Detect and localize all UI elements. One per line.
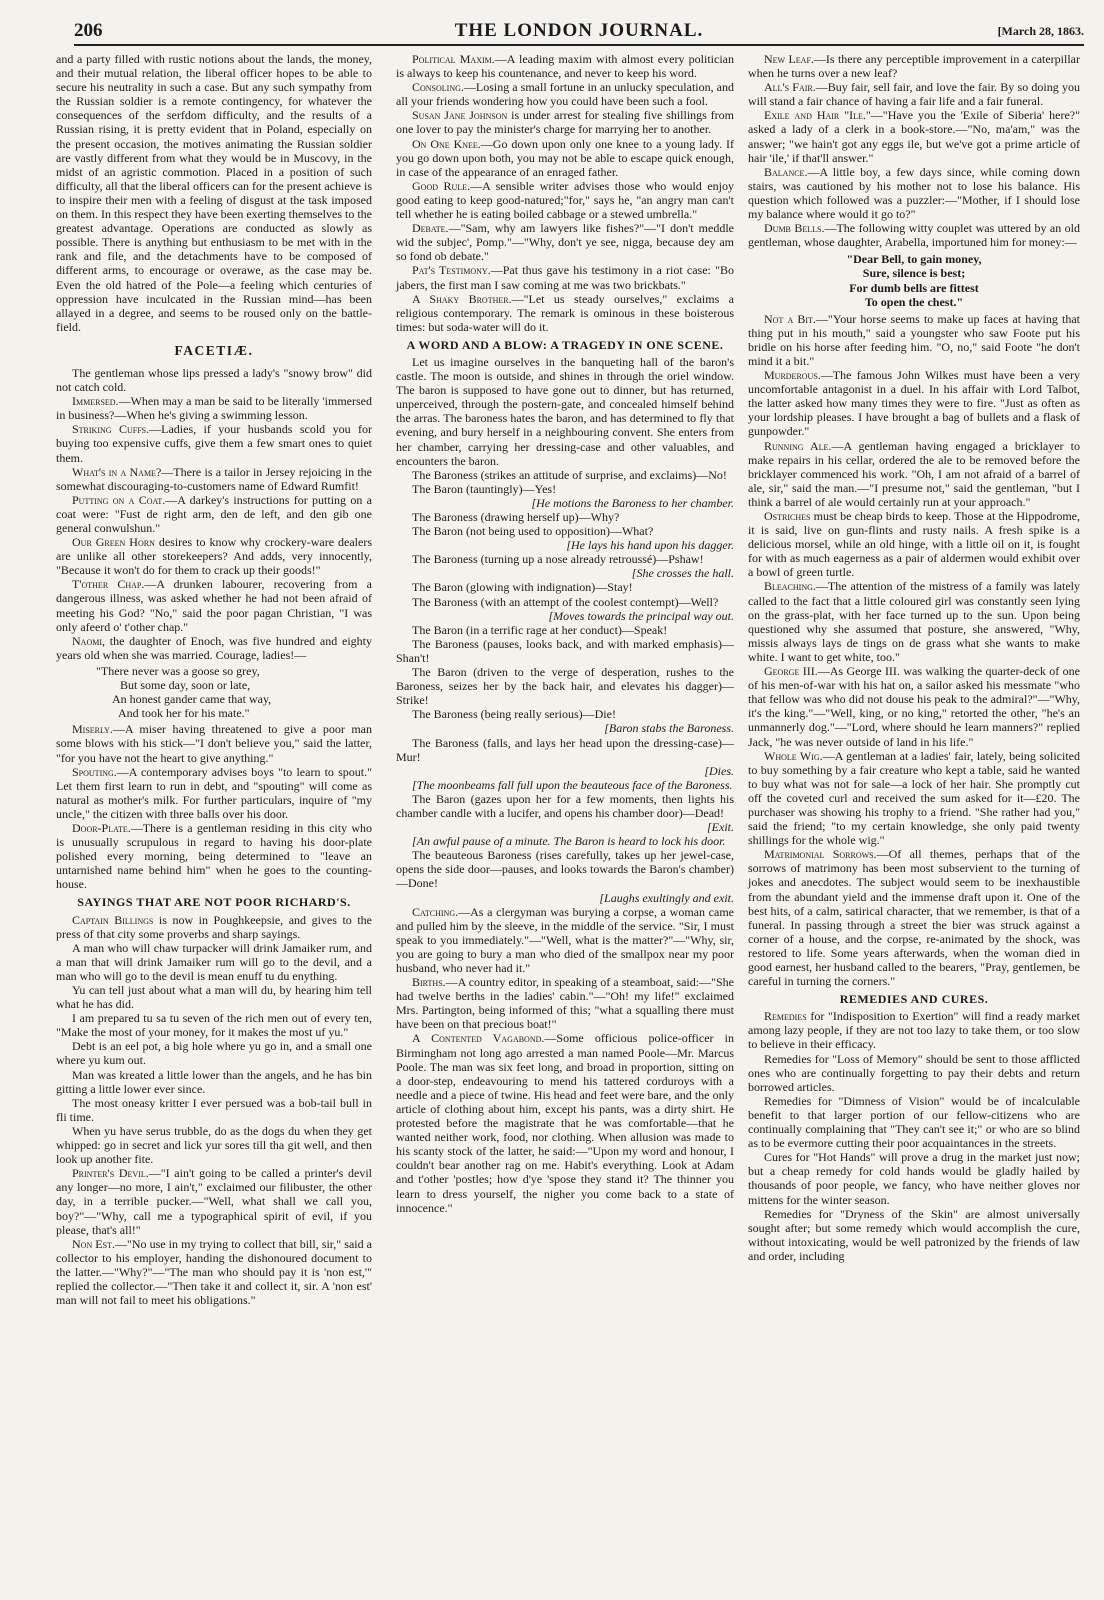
item-title: Balance.	[764, 164, 808, 179]
item-text: for "Indisposition to Exertion" will find a ready market among lazy people, if they are not too lazy to take them, or too slow to believe in their efficacy.	[748, 1009, 1080, 1052]
item-title: Murderous.	[764, 368, 821, 383]
item-text: —The following witty couplet was uttered by an old gentleman, whose daughter, Arabella, importuned him for money:—	[748, 221, 1080, 250]
couplet-line: Sure, silence is best;	[862, 266, 966, 281]
item-title: Consoling.	[412, 80, 464, 95]
item-text: —A leading maxim with almost every politician is always to keep his countenance, and never to keep his word.	[396, 52, 734, 81]
couplet	[748, 252, 1080, 308]
column-1	[56, 52, 372, 1307]
paragraph-miserly	[56, 722, 372, 764]
item-text: —Some officious police-officer in Birmingham not long ago arrested a man named Poole—Mr. Marcus Poole. The man was six feet long, and broad in proportion, sitting on a door-step, endeavouring to mend his tattered corduroys with a needle and a piece of twine. His head and feet were bare, and the only article of clothing about him, except his pants, was a dirty shirt. He protested before the magistrate that he was comfortable—that he wanted neither work, food, nor clothing. When allusion was made to his scanty stock of the latter, he said:—"Upon my word and honour, I couldn't bear another rag on me. Habit's everything. Look at Adam and t'other 'postles; how d'ye 'spose they stand it? The thinner you learn to dress yourself, the nigher you come back to a state of innocence."	[396, 1031, 734, 1215]
paragraph-remedy: Remedies for "Dimness of Vision" would be of incalculable benefit to that larger portion of our fellow-citizens who are continually complaining that "They can't see it;" or who are so blind as to be evermore cutting their poor acquaintances in the streets.	[748, 1093, 1080, 1151]
tragedy-line: The Baroness (with an attempt of the coolest contempt)—Well?	[412, 594, 719, 609]
saying: A man who will chaw turpacker will drink Jamaiker rum, and a man that will drink Jamaiker rum will go to the devil, and a man who will go to the devil is mean enuff tu du enything.	[56, 940, 372, 983]
item-text: —The famous John Wilkes must have been a very uncomfortable antagonist in a duel. In his affair with Lord Talbot, the latter asked how many times they were to fire. "Just as often as your lordship pleases. I have brought a bag of bullets and a flask of gunpowder."	[748, 368, 1080, 439]
paragraph-coat	[56, 493, 372, 535]
tragedy-line: The Baroness (pauses, looks back, and with marked emphasis)—Shan't!	[396, 636, 734, 665]
item-title: Spouting.	[72, 764, 117, 779]
stage-direction: [He lays his hand upon his dagger.	[566, 538, 734, 553]
item-title: Ostriches	[764, 509, 811, 523]
column-2	[396, 52, 734, 1215]
item-title: Political Maxim.	[412, 52, 495, 66]
journal-title: THE LONDON JOURNAL.	[454, 20, 704, 41]
item-title: Debate.	[412, 221, 449, 236]
paragraph-tother-chap	[56, 577, 372, 633]
stage-direction: [An awful pause of a minute. The Baron is heard to lock his door.	[412, 834, 726, 849]
item-text: —As a clergyman was burying a corpse, a woman came and pulled him by the sleeve, in the middle of the service. "Sir, I must speak to you immediately."—"Well, what is the matter?"—"Why, sir, you are going to bury a man who died of the smallpox near my poor husband, who never had it."	[396, 904, 734, 975]
paragraph-alls-fair	[748, 80, 1080, 108]
paragraph-catching	[396, 905, 734, 975]
stage-direction: [She crosses the hall.	[631, 566, 734, 581]
paragraph-george-iii	[748, 664, 1080, 749]
paragraph-murderous	[748, 368, 1080, 438]
paragraph-contented-vagabond	[396, 1031, 734, 1214]
verse-line: And took her for his mate."	[118, 706, 250, 721]
item-text: —Losing a small fortune in an unlucky speculation, and all your friends wondering how you could have been such a fool.	[396, 80, 734, 109]
item-text: desires to know why crockery-ware dealers are unlike all other storekeepers? And adds, very innocently, "Because it won't do for them to crack up their goods!"	[56, 535, 373, 578]
item-title: A Contented Vagabond.	[412, 1031, 545, 1046]
paragraph-new-leaf	[748, 52, 1080, 80]
paragraph-name	[56, 465, 372, 493]
item-text: —"Let us steady ourselves," exclaims a religious contemporary. The remark is ominous in these boisterous times: but soda-water will do it.	[396, 291, 734, 334]
saying: Debt is an eel pot, a big hole where yu go in, and a small one where yu kum out.	[56, 1039, 372, 1068]
item-text: is now in Poughkeepsie, and gives to the press of that city some proverbs and sharp sayings.	[56, 912, 373, 941]
paragraph-matrimonial-sorrows	[748, 847, 1080, 988]
column-3	[748, 52, 1080, 1263]
item-text: —A darkey's instructions for putting on a coat were: "Fust de right arm, den de left, and den gib one general conwulshun."	[56, 492, 372, 535]
paragraph-ostriches	[748, 509, 1080, 579]
paragraph-political-maxim	[396, 52, 734, 80]
verse-line: An honest gander came that way,	[112, 692, 272, 707]
sayings-heading: SAYINGS THAT ARE NOT POOR RICHARD'S.	[77, 895, 351, 910]
goose-verse	[56, 664, 372, 720]
item-text: —"Sam, why am lawyers like fishes?"—"I don't meddle wid the subjec', Pomp."—"Why, don't ye see, nigga, because dey am so fond ob debate."	[396, 221, 734, 264]
item-text: —A little boy, a few days since, while coming down stairs, was cautioned by his mother not to lose his balance. His question which followed was a puzzler:—"Mother, if I should lose my balance where would it go to?"	[748, 164, 1080, 222]
item-title: Matrimonial Sorrows.	[764, 847, 877, 862]
item-text: —Of all themes, perhaps that of the sorrows of matrimony has been most subservient to the turning of jokes and anecdotes. The subject would seem to be inexhaustible from the abundant yield and the immense draft upon it. One of the best hits, of a calm, satirical character, that we remember, is that of a funeral. In passing through a street the bier was struck against a corner of a house, and the corpse, re-animated by the shock, was restored to life. Some years afterwards, when the woman died in good earnest, her husband called to the bearers, "Pray, gentlemen, be careful in turning the corners."	[748, 847, 1080, 989]
paragraph-remedy: Remedies for "Loss of Memory" should be sent to those afflicted ones who are continually forgetting to pay their debts and return borrowed articles.	[748, 1051, 1080, 1094]
stage-direction: [The moonbeams fall full upon the beauteous face of the Baroness.	[412, 777, 733, 792]
item-text: —"I ain't going to be called a printer's devil any longer—no more, I ain't," exclaimed our filibuster, the other day, in a terrible pucker.—"Well, what shall we call you, boy?"—"Why, call me a typographical spirit of evil, if you please, that's all!"	[56, 1166, 372, 1237]
stage-direction: [He motions the Baroness to her chamber.	[531, 495, 734, 510]
item-title: Births.	[412, 975, 446, 990]
item-text: —As George III. was walking the quarter-deck of one of his men-of-war with his hat on, a sailor asked his messmate "who that fellow was who did not douse his peak to the admiral?"—"Why, it's the king."—"Well, king, or no king," retorted the other, "he's an unmannerly dog."—"Lord, where should he learn manners?" replied Jack, "he was never outside of land in his life."	[748, 664, 1080, 749]
paragraph-green-horn	[56, 535, 372, 577]
paragraph-debate	[396, 221, 734, 263]
paragraph-shaky-brother	[396, 292, 734, 334]
paragraph-snowy-brow: The gentleman whose lips pressed a lady's "snowy brow" did not catch cold.	[56, 365, 372, 395]
paragraph-balance	[748, 165, 1080, 221]
item-title: Immersed.	[72, 394, 119, 409]
paragraph-susan	[396, 108, 734, 136]
tragedy-line: The beauteous Baroness (rises carefully, takes up her jewel-case, opens the side door—pauses, and looks towards the Baron's chamber)—Done!	[396, 848, 734, 891]
item-text: —"No use in my trying to collect that bill, sir," said a collector to his employer, handing the dishonoured document to the latter.—"Why?"—"The man who should pay it is 'non est,'" replied the collector.—"Then take it and collect it, sir. A 'non est' man will not fail to meet his obligations."	[56, 1236, 373, 1308]
item-title: Door-Plate.	[72, 820, 131, 835]
paragraph-non-est	[56, 1237, 372, 1307]
item-title: Whole Wig.	[764, 748, 823, 763]
item-title: Non Est.	[72, 1236, 115, 1251]
paragraph-good-rule	[396, 179, 734, 221]
saying: Man was kreated a little lower than the angels, and he has bin gitting a little lower ever since.	[56, 1067, 372, 1096]
remedies-heading: REMEDIES AND CURES.	[839, 992, 989, 1007]
tragedy-line: The Baroness (drawing herself up)—Why?	[412, 510, 620, 524]
item-title: Our Green Horn	[72, 535, 155, 550]
paragraph-births	[396, 975, 734, 1031]
paragraph-exile	[748, 108, 1080, 164]
paragraph-naomi	[56, 634, 372, 662]
saying: Yu can tell just about what a man will du, by hearing him tell what he has did.	[56, 983, 372, 1012]
item-title: Exile and Hair "Ile."	[764, 108, 871, 123]
tragedy-line: The Baroness (being really serious)—Die!	[412, 707, 616, 722]
tragedy-line: The Baron (not being used to opposition)—What?	[412, 524, 654, 539]
tragedy-intro: Let us imagine ourselves in the banqueting hall of the baron's castle. The moon is outside, and shines in through the oriel window. The baron is supposed to have gone out to dinner, but has returned, unperceived, through the postern-gate, and concealed himself behind the arras. The baroness hates the baron, and has determined to fly that evening, and bury herself in a neighbouring convent. She enters from her chamber, carrying her dressing-case and other valuables, and encounters the baron.	[396, 354, 734, 468]
item-text: —A drunken labourer, recovering from a dangerous illness, was asked whether he had not been afraid of meeting his God? "No," said the poor pagan Christian, "I was only afeerd o' t'other chap."	[56, 577, 372, 634]
tragedy-line: The Baron (driven to the verge of desperation, rushes to the Baroness, seizes her by the back hair, and elevates his dagger)—Strike!	[396, 665, 734, 708]
paragraph-whole-wig	[748, 749, 1080, 848]
issue-date: [March 28, 1863.	[997, 24, 1084, 38]
item-text: —"Have you the 'Exile of Siberia' here?" asked a lady of a clerk in a book-store.—"No, ma'am," was the answer; "we hain't got any eggs ile, but we've got a prime article of hair 'ile,' if that'll answer."	[748, 108, 1080, 165]
item-text: —Go down upon only one knee to a young lady. If you go down upon both, you may not be able to escape quick enough, in case of the appearance of an enraged father.	[396, 136, 734, 179]
item-text: —A contemporary advises boys "to learn to spout." Let them first learn to run in debt, and "spouting" will come as natural as mother's milk. For further particulars, inquire of "my uncle," the citizen with three balls over his door.	[56, 764, 372, 821]
item-title: On One Knee.	[412, 136, 481, 151]
item-title: Dumb Bells.	[764, 221, 825, 236]
item-title: Putting on a Coat.	[72, 492, 166, 507]
item-text: —"Your horse seems to make up faces at having that thing put in his mouth," said a youngster who saw Foote put his bridle on his horse after feeding him. "O, no," said Foote "he don't mind it a bit."	[748, 311, 1080, 368]
item-text: —The attention of the mistress of a family was lately called to the fact that a little coloured girl was constantly seen lying on the grass-plat, with her face turned up to the sun. Upon being questioned why she assumed that posture, she answered, "Why, missis always lays de tings on de grass what she wants to make white. I want to get white, too."	[748, 579, 1080, 664]
paragraph-printers-devil	[56, 1166, 372, 1236]
item-title: All's Fair.	[764, 80, 816, 95]
paragraph-remedy	[748, 1009, 1080, 1051]
tragedy-line: The Baron (tauntingly)—Yes!	[412, 481, 557, 496]
paragraph-pats-testimony	[396, 263, 734, 291]
page-header	[74, 18, 1084, 44]
paragraph-dumb-bells	[748, 221, 1080, 249]
item-title: New Leaf.	[764, 52, 814, 66]
paragraph-door-plate	[56, 821, 372, 891]
tragedy-line: The Baron (glowing with indignation)—Stay!	[412, 580, 633, 595]
header-rule	[74, 44, 1084, 46]
paragraph-remedy: Cures for "Hot Hands" will prove a drug in the market just now; but a cheap remedy for cold hands would be gladly hailed by thousands of poor people, we fancy, who have neither gloves nor mittens for the winter season.	[748, 1150, 1080, 1207]
tragedy-line: The Baron (in a terrific rage at her conduct)—Speak!	[412, 622, 668, 637]
tragedy-line: The Baron (gazes upon her for a few moments, then lights his chamber candle with a lucifer, and opens his chamber door)—Dead!	[396, 791, 734, 820]
item-text: —There is a gentleman residing in this city who is unusually scrupulous in regard to having his door-plate polished every morning, being determined to "leave an untarnished name behind him" when he goes to the counting-house.	[56, 820, 372, 892]
item-text: —A gentleman having engaged a bricklayer to make repairs in his cellar, ordered the ale to be removed before the bricklayer commenced his work. "Oh, I am not afraid of a barrel of ale, sir," said the man.—"I presume not," said the gentleman, "but I think a barrel of ale would certainly run at your approach."	[748, 438, 1080, 509]
item-text: —When may a man be said to be literally 'immersed in business?—When he's giving a swimming lesson.	[56, 394, 372, 423]
tragedy-line: The Baroness (turning up a nose already retroussé)—Pshaw!	[412, 552, 704, 567]
item-title: What's in a Name?	[72, 464, 162, 479]
item-text: —A country editor, in speaking of a steamboat, said:—"She had twelve berths in the ladies' cabin."—"Oh! my life!" exclaimed Mrs. Partington, being informed of this; "what a squalling there must have been on that precious boat!"	[396, 975, 734, 1032]
item-title: T'other Chap.	[72, 577, 145, 592]
stage-direction: [Moves towards the principal way out.	[548, 608, 734, 623]
paragraph-remedy: Remedies for "Dryness of the Skin" are almost universally sought after; but some remedy which would accomplish the cure, without intoxicating, would be well patronized by the friends of law and order, including	[748, 1206, 1080, 1263]
item-text: —Ladies, if your husbands scold you for buying too expensive cuffs, give them a few smart ones to quiet them.	[56, 422, 372, 465]
facetiae-heading: FACETIÆ.	[174, 342, 254, 358]
item-text: —There is a tailor in Jersey rejoicing in the somewhat discouraging-to-customers name of Edward Rumfit!	[56, 464, 372, 493]
item-title: Printer's Devil.	[72, 1166, 149, 1181]
item-text: —Buy fair, sell fair, and love the fair. By so doing you will stand a fair chance of having a fair life and a fair funeral.	[748, 80, 1080, 109]
item-text: must be cheap birds to keep. Those at the Hippodrome, it is said, live on gun-flints and rusty nails. A fresh spike is a delicious morsel, while an old hinge, with a little oil on it, is fought for with as much eagerness as a pair of aldermen would exhibit over a bowl of green turtle.	[748, 509, 1080, 580]
item-title: Running Ale.	[764, 438, 832, 453]
stage-direction: [Dies.	[704, 763, 734, 778]
item-text: —Is there any perceptible improvement in a caterpillar when he turns over a new leaf?	[748, 52, 1081, 81]
saying: The most oneasy kritter I ever persued was a bob-tail bull in fli time.	[56, 1095, 372, 1124]
saying: When yu have serus trubble, do as the dogs du when they get whipped: go in secret and lick yur sores till tha git well, and then look up another fite.	[56, 1123, 372, 1167]
item-title: Captain Billings	[72, 912, 154, 927]
tragedy-heading: A WORD AND A BLOW: A TRAGEDY IN ONE SCENE.	[406, 337, 724, 352]
paragraph-running-ale	[748, 439, 1080, 509]
couplet-line: For dumb bells are fittest	[849, 280, 979, 295]
item-title: Good Rule.	[412, 178, 471, 193]
item-title: Catching.	[412, 904, 459, 919]
page-number: 206	[74, 20, 103, 41]
stage-direction: [Baron stabs the Baroness.	[604, 721, 734, 736]
item-text: —A miser having threatened to give a poor man some blows with his stick—"I don't believe you," said the latter, "for you have not the heart to give anything."	[56, 722, 372, 765]
verse-line: "There never was a goose so grey,	[96, 663, 260, 678]
item-title: Not a Bit.	[764, 311, 816, 326]
paragraph-not-a-bit	[748, 312, 1080, 368]
paragraph-billings	[56, 913, 372, 941]
couplet-line: To open the chest."	[864, 294, 964, 309]
item-title: Pat's Testimony.	[412, 263, 491, 278]
item-title: Remedies	[764, 1009, 807, 1024]
paragraph-spouting	[56, 765, 372, 821]
item-text: the daughter of Enoch, was five hundred and eighty years old when she was married. Courage, ladies!—	[56, 633, 372, 662]
stage-direction: [Laughs exultingly and exit.	[599, 890, 734, 905]
couplet-line: "Dear Bell, to gain money,	[846, 252, 982, 267]
paragraph-striking-cuffs	[56, 422, 372, 464]
item-title: George III.	[764, 664, 818, 679]
item-title: A Shaky Brother.	[412, 291, 512, 306]
item-text: is under arrest for stealing five shillings from one lover to pay the minister's charge for marrying her to another.	[396, 108, 735, 137]
item-title: Striking Cuffs.	[72, 422, 150, 437]
verse-line: But some day, soon or late,	[120, 678, 251, 693]
tragedy-line: The Baroness (strikes an attitude of surprise, and exclaims)—No!	[412, 467, 727, 482]
item-text: —Pat thus gave his testimony in a riot case: "Bo jabers, the first man I saw coming at me was two brickbats."	[396, 263, 734, 292]
paragraph-one-knee	[396, 137, 734, 179]
article-continuation: and a party filled with rustic notions about the lands, the money, and their mutual relation, the liberal officer hopes to be able to secure his neutrality in such a case. But any such sympathy from the Russian soldier is a remote contingency, for whatever the consequences of the serfdom difficulty, and the results of a Russian rising, it is pretty evident that in Poland, especially on the present occasion, the motives animating the Russian soldier are vastly different from what they would be in Muscovy, in the midst of an agristic commotion. Placed in a position of such difficulty, all that the liberal officers can for the present achieve is to inspire their men with a feeling of disgust at the task imposed on them. In this respect they have been exerting themselves to the greatest advantage. Operations are conducted as slowly as possible. There is anything but enthusiasm to be met with in the rank and file, and the detachments have to be composed of different arms, to encourage or overawe, as the case may be. Even the old hatred of the Pole—a feeling which centuries of oppression have inculcated in the Russian mind—has been allayed in a degree, and seems to be roused only on the battle-field.	[56, 52, 372, 334]
item-title: Bleaching.	[764, 579, 816, 594]
item-text: —A gentleman at a ladies' fair, lately, being solicited to buy something by a fair creature who kept a table, said he wanted to buy what was not for sale—a lock of her hair. She promptly cut off the coveted curl and received the sum asked for it—£20. The purchaser was showing his trophy to a friend. "She rather had you," said the friend; "to my certain knowledge, she only paid twenty shillings for the whole wig."	[748, 748, 1080, 848]
tragedy-line: The Baroness (falls, and lays her head upon the dressing-case)—Mur!	[396, 735, 734, 764]
item-text: —A sensible writer advises those who would enjoy good eating to keep good-natured;"for," says he, "an angry man can't tell whether he is eating boiled cabbage or a stewed umbrella."	[396, 178, 734, 222]
item-title: Miserly.	[72, 722, 113, 737]
saying: I am prepared tu sa tu seven of the rich men out of every ten, "Make the most of your money, for it makes the most uf yu."	[56, 1011, 372, 1040]
item-title: Susan Jane Johnson	[412, 108, 508, 123]
paragraph-bleaching	[748, 579, 1080, 664]
paragraph-consoling	[396, 80, 734, 108]
paragraph-immersed	[56, 394, 372, 422]
item-title: Naomi,	[72, 633, 105, 648]
stage-direction: [Exit.	[707, 820, 734, 835]
